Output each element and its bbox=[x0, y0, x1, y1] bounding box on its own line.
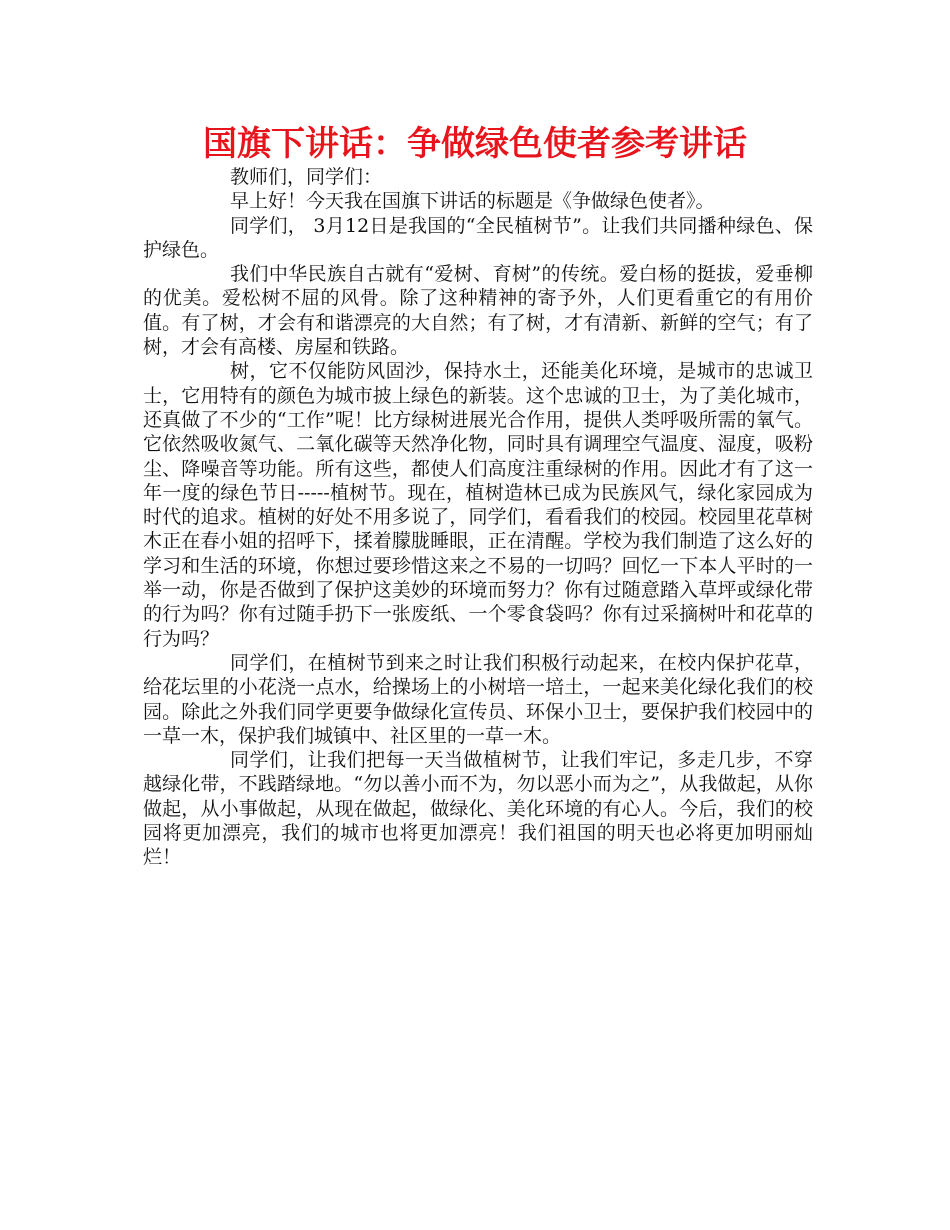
paragraph-call-to-action: 同学们，在植树节到来之时让我们积极行动起来，在校内保护花草，给花坛里的小花浇一点水，给操场上的小树培一培土，一起来美化绿化我们的校园。除此之外我们同学更要争做绿化宣传员、环保小卫士，要保护我们校园中的一草一木，保护我们城镇中、社区里的一草一木。 bbox=[143, 651, 813, 747]
paragraph-tradition: 我们中华民族自古就有“爱树、育树”的传统。爱白杨的挺拔，爱垂柳的优美。爱松树不屈的风骨。除了这种精神的寄予外，人们更看重它的有用价值。有了树，才会有和谐漂亮的大自然；有了树，才有清新、新鲜的空气；有了树，才会有高楼、房屋和铁路。 bbox=[143, 263, 813, 359]
paragraph-tree-benefits: 树，它不仅能防风固沙，保持水土，还能美化环境，是城市的忠诚卫士，它用特有的颜色为城市披上绿色的新装。这个忠诚的卫士，为了美化城市，还真做了不少的“工作”呢！比方绿树进展光合作用，提供人类呼吸所需的氧气。它依然吸收氮气、二氧化碳等天然净化物，同时具有调理空气温度、湿度，吸粉尘、降噪音等功能。所有这些，都使人们高度注重绿树的作用。因此才有了这一年一度的绿色节日-----植树节。现在，植树造林已成为民族风气，绿化家园成为时代的追求。植树的好处不用多说了，同学们，看看我们的校园。校园里花草树木正在春小姐的招呼下，揉着朦胧睡眼，正在清醒。学校为我们制造了这么好的学习和生活的环境，你想过要珍惜这来之不易的一切吗？回忆一下本人平时的一举一动，你是否做到了保护这美妙的环境而努力？你有过随意踏入草坪或绿化带的行为吗？你有过随手扔下一张废纸、一个零食袋吗？你有过采摘树叶和花草的行为吗？ bbox=[143, 360, 813, 650]
page-title: 国旗下讲话：争做绿色使者参考讲话 bbox=[203, 124, 747, 164]
paragraph-opening: 早上好！今天我在国旗下讲话的标题是《争做绿色使者》。 bbox=[230, 190, 715, 213]
paragraph-greeting: 教师们，同学们： bbox=[230, 166, 383, 188]
paragraph-closing: 同学们，让我们把每一天当做植树节，让我们牢记，多走几步，不穿越绿化带，不践踏绿地。“勿以善小而不为，勿以恶小而为之”，从我做起，从你做起，从小事做起，从现在做起，做绿化、美化环境的有心人。今后，我们的校园将更加漂亮，我们的城市也将更加漂亮！我们祖国的明天也必将更加明丽灿烂！ bbox=[143, 749, 813, 869]
document-body bbox=[143, 165, 813, 870]
paragraph-arbor-day: 同学们， 3月12日是我国的“全民植树节”。让我们共同播种绿色、保护绿色。 bbox=[143, 214, 813, 261]
